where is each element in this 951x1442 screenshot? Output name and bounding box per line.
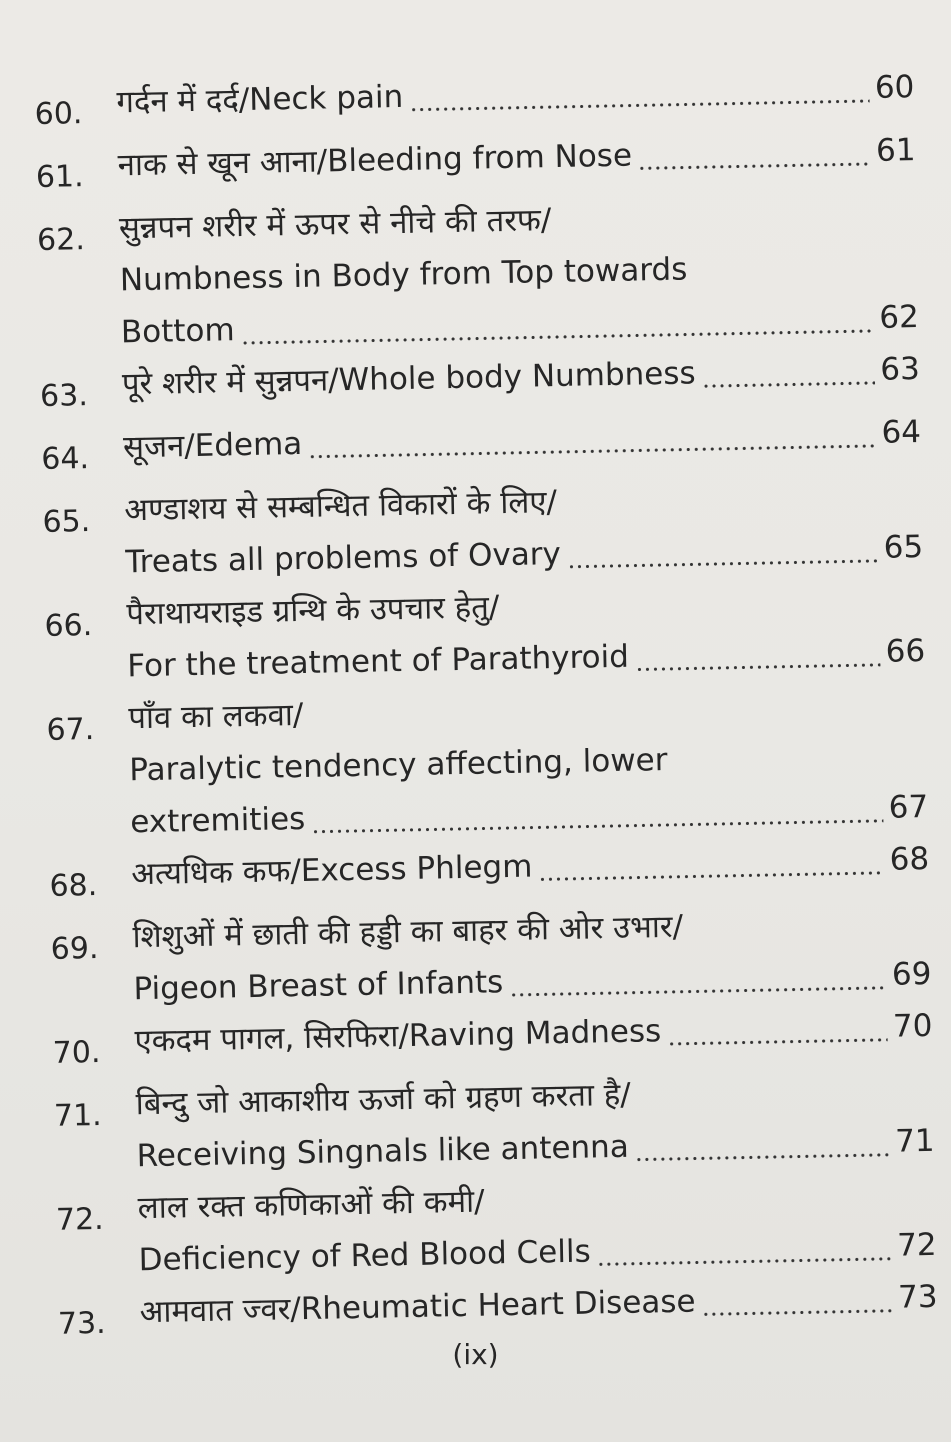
entry-body	[126, 573, 926, 692]
entry-title-line: अण्डाशय से सम्बन्धित विकारों के लिए/	[123, 484, 558, 529]
entry-page-number: 70	[892, 1007, 933, 1045]
entry-body	[118, 187, 919, 358]
entry-title: Treats all problems of Ovary	[124, 535, 562, 581]
entry-title-line: पाँव का लकवा/	[127, 696, 304, 737]
entry-page-number: 71	[894, 1122, 935, 1160]
entry-page-number: 61	[875, 132, 916, 169]
entry-number: 60.	[34, 96, 83, 132]
toc-entry	[53, 1063, 935, 1184]
dot-leader	[311, 818, 883, 835]
entry-number: 70.	[52, 1034, 101, 1071]
entry-title: आमवात ज्वर/Rheumatic Heart Disease	[139, 1283, 696, 1331]
toc-entry	[46, 677, 929, 850]
entry-title: पूरे शरीर में सुन्नपन/Whole body Numbness	[121, 355, 696, 403]
entry-page-number: 73	[897, 1278, 938, 1316]
entry-body	[135, 1063, 935, 1182]
toc-entry	[36, 187, 919, 360]
entry-page-number: 62	[878, 299, 920, 336]
dot-leader	[702, 380, 875, 389]
entry-body	[137, 1167, 937, 1286]
entry-title: गर्दन में दर्द/Neck pain	[116, 78, 404, 121]
entry-number: 61.	[35, 159, 84, 195]
entry-number: 71.	[53, 1097, 102, 1134]
entry-page-number: 72	[896, 1226, 937, 1264]
table-of-contents	[34, 61, 938, 1351]
entry-number: 68.	[49, 867, 98, 904]
dot-leader	[638, 161, 870, 171]
dot-leader	[635, 1152, 889, 1163]
entry-title: Pigeon Breast of Infants	[133, 964, 504, 1008]
entry-title: एकदम पागल, सिरफिरा/Raving Madness	[134, 1013, 662, 1060]
entry-number: 66.	[44, 607, 93, 644]
entry-number: 73.	[57, 1305, 106, 1342]
entry-page-number: 60	[874, 69, 915, 106]
entry-page-number: 63	[879, 351, 921, 388]
entry-title-line: शिशुओं में छाती की हड्डी का बाहर की ओर उभार/	[132, 908, 684, 956]
entry-title-line: लाल रक्त कणिकाओं की कमी/	[137, 1183, 485, 1227]
entry-number: 69.	[50, 930, 99, 967]
entry-title: नाक से खून आना/Bleeding from Nose	[117, 137, 633, 184]
entry-page-number: 67	[888, 788, 929, 826]
entry-title: For the treatment of Parathyroid	[126, 638, 630, 685]
entry-number: 67.	[46, 711, 95, 748]
entry-title-line: Paralytic tendency affecting, lower	[128, 741, 668, 789]
entry-page-number: 66	[885, 633, 926, 670]
entry-number: 63.	[39, 378, 89, 414]
entry-title: Deficiency of Red Blood Cells	[138, 1233, 591, 1279]
toc-entry	[50, 896, 932, 1017]
entry-number: 62.	[36, 222, 86, 258]
entry-title-line: Numbness in Body from Top towards	[119, 251, 688, 299]
entry-title-line: बिन्दु जो आकाशीय ऊर्जा को ग्रहण करता है/	[135, 1076, 632, 1123]
dot-leader	[308, 443, 875, 460]
entry-title: Bottom	[120, 312, 235, 351]
entry-title: सूजन/Edema	[122, 425, 303, 466]
dot-leader	[702, 1308, 893, 1318]
entry-body	[132, 896, 932, 1015]
entry-page-number: 69	[891, 955, 932, 993]
entry-page-number: 65	[883, 529, 924, 566]
entry-page-number: 68	[889, 840, 930, 878]
entry-title-line: पैराथायराइड ग्रन्थि के उपचार हेतु/	[125, 589, 500, 633]
entry-body	[124, 469, 924, 588]
entry-leader-line	[116, 61, 915, 128]
dot-leader	[635, 662, 880, 673]
entry-title-line: सुन्नपन शरीर में ऊपर से नीचे की तरफ/	[118, 202, 552, 247]
toc-entry	[42, 469, 924, 590]
dot-leader	[509, 985, 886, 998]
dot-leader	[567, 558, 878, 570]
toc-entry	[44, 573, 926, 694]
dot-leader	[539, 870, 884, 883]
entry-title: Receiving Singnals like antenna	[136, 1128, 630, 1175]
entry-page-number: 64	[881, 414, 922, 451]
entry-body	[128, 677, 929, 848]
dot-leader	[241, 328, 874, 346]
page-number-footer: (ix)	[452, 1338, 499, 1371]
dot-leader	[667, 1037, 887, 1047]
entry-number: 64.	[40, 441, 90, 477]
entry-title: अत्यधिक कफ/Excess Phlegm	[130, 848, 533, 893]
entry-number: 65.	[42, 504, 91, 540]
dot-leader	[597, 1256, 892, 1268]
toc-entry	[55, 1167, 937, 1288]
entry-title: extremities	[129, 800, 306, 841]
entry-number: 72.	[55, 1201, 104, 1238]
dot-leader	[409, 98, 869, 113]
